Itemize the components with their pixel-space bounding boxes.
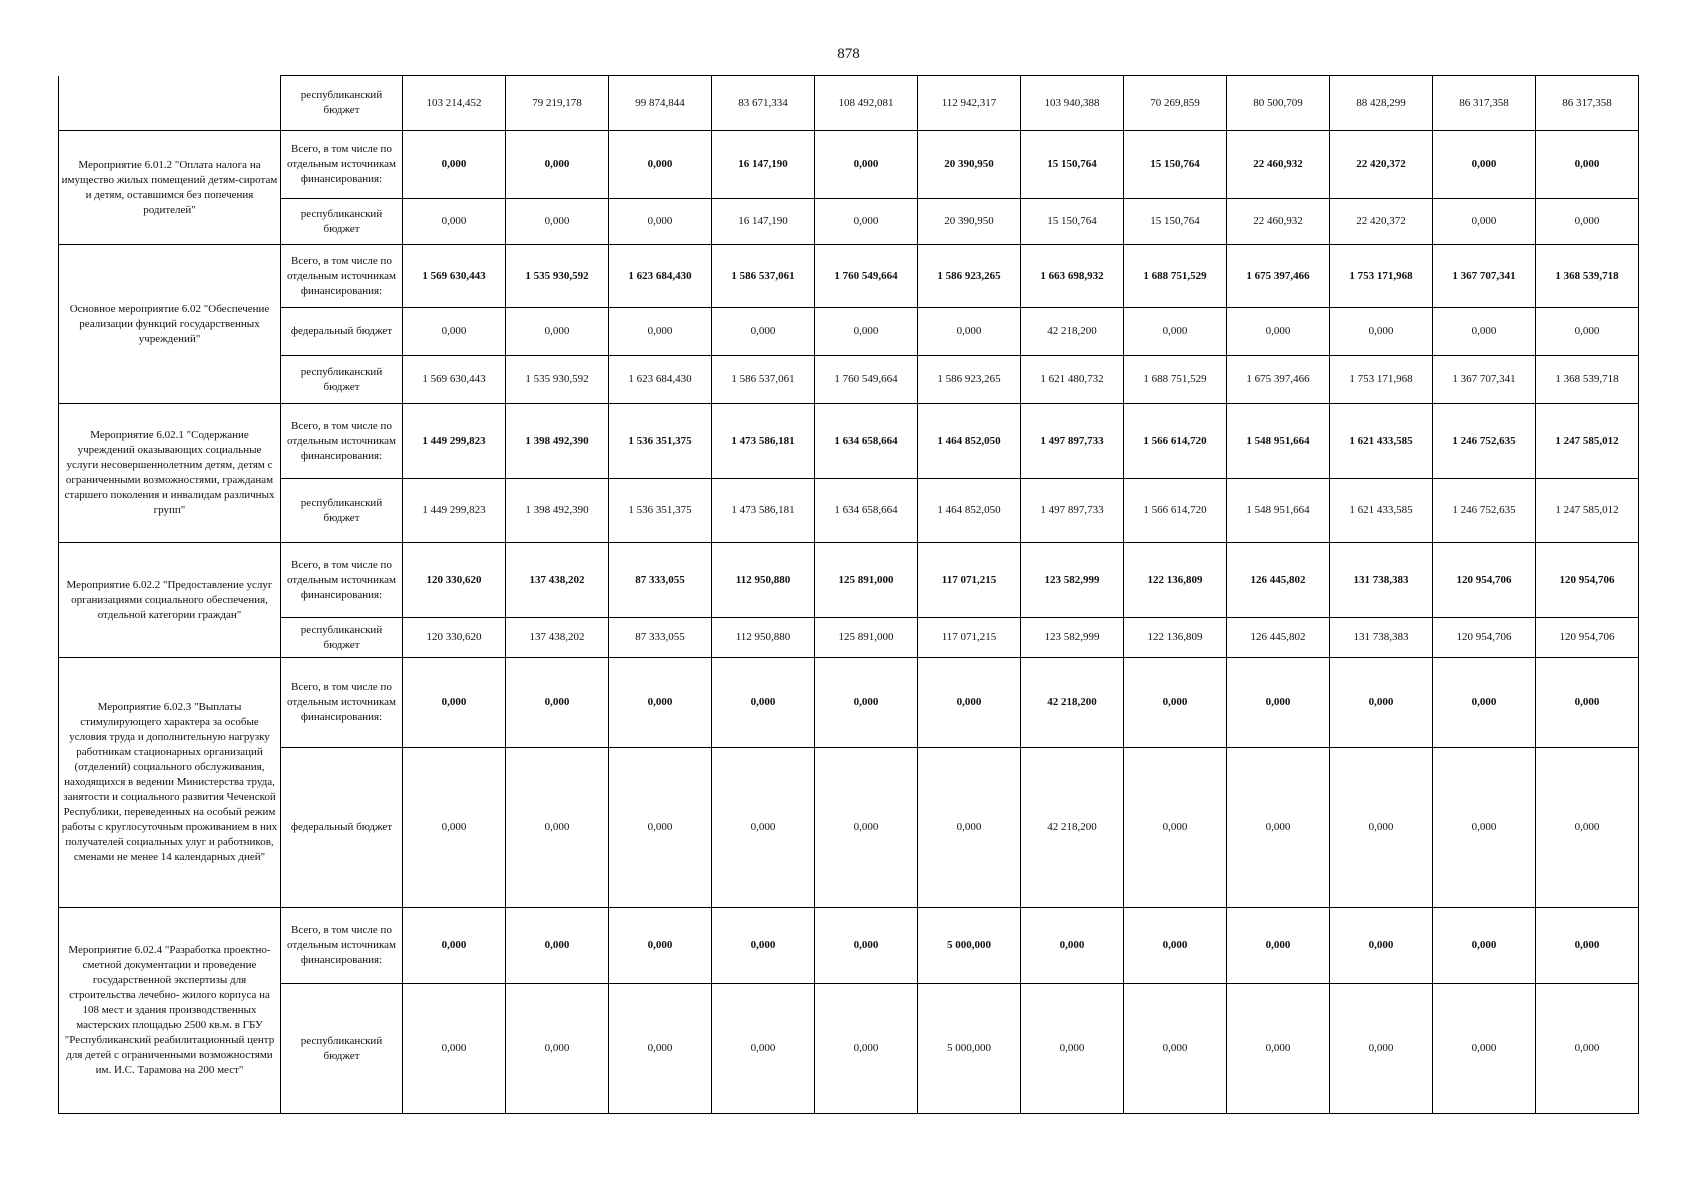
amount-cell: 1 569 630,443 <box>403 356 506 404</box>
funding-source-cell: Всего, в том числе по отдельным источникам финансирования: <box>281 131 403 199</box>
amount-cell: 1 566 614,720 <box>1124 479 1227 543</box>
amount-cell: 1 621 433,585 <box>1330 479 1433 543</box>
funding-source-cell: республиканский бюджет <box>281 199 403 245</box>
amount-cell: 1 663 698,932 <box>1021 245 1124 308</box>
amount-cell: 0,000 <box>712 308 815 356</box>
amount-cell: 1 449 299,823 <box>403 479 506 543</box>
amount-cell: 0,000 <box>609 131 712 199</box>
amount-cell: 0,000 <box>1227 308 1330 356</box>
amount-cell: 1 247 585,012 <box>1536 479 1639 543</box>
amount-cell: 99 874,844 <box>609 76 712 131</box>
amount-cell: 1 548 951,664 <box>1227 479 1330 543</box>
amount-cell: 0,000 <box>1433 308 1536 356</box>
amount-cell: 0,000 <box>609 199 712 245</box>
amount-cell: 15 150,764 <box>1021 131 1124 199</box>
amount-cell: 83 671,334 <box>712 76 815 131</box>
amount-cell: 122 136,809 <box>1124 618 1227 658</box>
amount-cell: 1 688 751,529 <box>1124 245 1227 308</box>
amount-cell: 1 473 586,181 <box>712 404 815 479</box>
amount-cell: 1 536 351,375 <box>609 479 712 543</box>
funding-source-cell: республиканский бюджет <box>281 76 403 131</box>
amount-cell: 112 942,317 <box>918 76 1021 131</box>
table-row <box>59 479 1639 543</box>
amount-cell: 0,000 <box>1433 748 1536 908</box>
amount-cell: 0,000 <box>1124 308 1227 356</box>
amount-cell: 0,000 <box>403 908 506 984</box>
funding-source-cell: федеральный бюджет <box>281 308 403 356</box>
amount-cell: 112 950,880 <box>712 543 815 618</box>
amount-cell: 0,000 <box>1021 984 1124 1114</box>
funding-source-cell: Всего, в том числе по отдельным источникам финансирования: <box>281 245 403 308</box>
activity-name-cell: Основное мероприятие 6.02 "Обеспечение реализации функций государственных учреждений" <box>59 245 281 404</box>
amount-cell: 1 688 751,529 <box>1124 356 1227 404</box>
amount-cell: 79 219,178 <box>506 76 609 131</box>
amount-cell: 0,000 <box>609 308 712 356</box>
amount-cell: 0,000 <box>815 908 918 984</box>
amount-cell: 1 449 299,823 <box>403 404 506 479</box>
amount-cell: 87 333,055 <box>609 618 712 658</box>
amount-cell: 42 218,200 <box>1021 308 1124 356</box>
amount-cell: 0,000 <box>1536 199 1639 245</box>
amount-cell: 0,000 <box>609 658 712 748</box>
amount-cell: 0,000 <box>506 658 609 748</box>
amount-cell: 0,000 <box>609 748 712 908</box>
amount-cell: 1 398 492,390 <box>506 479 609 543</box>
amount-cell: 0,000 <box>1021 908 1124 984</box>
amount-cell: 1 586 537,061 <box>712 356 815 404</box>
amount-cell: 1 246 752,635 <box>1433 479 1536 543</box>
amount-cell: 15 150,764 <box>1124 131 1227 199</box>
table-row <box>59 984 1639 1114</box>
amount-cell: 0,000 <box>815 199 918 245</box>
amount-cell: 1 566 614,720 <box>1124 404 1227 479</box>
amount-cell: 126 445,802 <box>1227 543 1330 618</box>
amount-cell: 0,000 <box>403 748 506 908</box>
amount-cell: 0,000 <box>1124 658 1227 748</box>
amount-cell: 88 428,299 <box>1330 76 1433 131</box>
amount-cell: 0,000 <box>712 658 815 748</box>
amount-cell: 0,000 <box>1433 908 1536 984</box>
amount-cell: 0,000 <box>506 748 609 908</box>
amount-cell: 1 753 171,968 <box>1330 245 1433 308</box>
table-row <box>59 404 1639 479</box>
amount-cell: 0,000 <box>1330 908 1433 984</box>
amount-cell: 0,000 <box>609 908 712 984</box>
amount-cell: 1 464 852,050 <box>918 479 1021 543</box>
amount-cell: 86 317,358 <box>1433 76 1536 131</box>
amount-cell: 120 954,706 <box>1536 618 1639 658</box>
amount-cell: 137 438,202 <box>506 618 609 658</box>
funding-source-cell: Всего, в том числе по отдельным источникам финансирования: <box>281 543 403 618</box>
amount-cell: 20 390,950 <box>918 131 1021 199</box>
amount-cell: 0,000 <box>403 984 506 1114</box>
amount-cell: 1 497 897,733 <box>1021 479 1124 543</box>
amount-cell: 0,000 <box>1330 308 1433 356</box>
table-row <box>59 618 1639 658</box>
amount-cell: 1 675 397,466 <box>1227 356 1330 404</box>
amount-cell: 0,000 <box>1433 984 1536 1114</box>
amount-cell: 0,000 <box>403 131 506 199</box>
amount-cell: 1 753 171,968 <box>1330 356 1433 404</box>
funding-source-cell: Всего, в том числе по отдельным источникам финансирования: <box>281 908 403 984</box>
activity-name-cell <box>59 76 281 131</box>
table-row <box>59 658 1639 748</box>
amount-cell: 87 333,055 <box>609 543 712 618</box>
amount-cell: 16 147,190 <box>712 131 815 199</box>
amount-cell: 1 535 930,592 <box>506 245 609 308</box>
funding-source-cell: республиканский бюджет <box>281 984 403 1114</box>
activity-name-cell: Мероприятие 6.02.1 "Содержание учреждений оказывающих социальные услуги несовершеннолетним детям, детям с ограниченными возможностями, гражданам старшего поколения и инвалидам различных групп" <box>59 404 281 543</box>
amount-cell: 0,000 <box>1124 984 1227 1114</box>
amount-cell: 125 891,000 <box>815 543 918 618</box>
amount-cell: 0,000 <box>1536 131 1639 199</box>
amount-cell: 0,000 <box>1227 984 1330 1114</box>
table-row <box>59 245 1639 308</box>
amount-cell: 16 147,190 <box>712 199 815 245</box>
amount-cell: 0,000 <box>1536 908 1639 984</box>
amount-cell: 0,000 <box>1536 984 1639 1114</box>
funding-source-cell: Всего, в том числе по отдельным источникам финансирования: <box>281 404 403 479</box>
amount-cell: 0,000 <box>403 308 506 356</box>
amount-cell: 0,000 <box>918 748 1021 908</box>
amount-cell: 1 367 707,341 <box>1433 356 1536 404</box>
amount-cell: 1 497 897,733 <box>1021 404 1124 479</box>
amount-cell: 20 390,950 <box>918 199 1021 245</box>
amount-cell: 22 460,932 <box>1227 131 1330 199</box>
amount-cell: 0,000 <box>1536 658 1639 748</box>
amount-cell: 0,000 <box>1124 908 1227 984</box>
amount-cell: 1 760 549,664 <box>815 245 918 308</box>
amount-cell: 0,000 <box>815 658 918 748</box>
table-row <box>59 308 1639 356</box>
amount-cell: 103 214,452 <box>403 76 506 131</box>
funding-source-cell: республиканский бюджет <box>281 618 403 658</box>
amount-cell: 103 940,388 <box>1021 76 1124 131</box>
amount-cell: 117 071,215 <box>918 543 1021 618</box>
amount-cell: 42 218,200 <box>1021 658 1124 748</box>
activity-name-cell: Мероприятие 6.02.3 "Выплаты стимулирующего характера за особые условия труда и дополнительную нагрузку работникам стационарных организаций (отделений) социального обслуживания, находящихся в ведении Министерства труда, занятости и социального развития Чеченской Республики, переведенных на особый режим работы с круглосуточным проживанием в них получателей социальных улуг и работников, сменами не менее 14 календарных дней" <box>59 658 281 908</box>
amount-cell: 1 621 480,732 <box>1021 356 1124 404</box>
amount-cell: 22 460,932 <box>1227 199 1330 245</box>
amount-cell: 0,000 <box>506 199 609 245</box>
amount-cell: 0,000 <box>815 748 918 908</box>
amount-cell: 1 398 492,390 <box>506 404 609 479</box>
amount-cell: 1 569 630,443 <box>403 245 506 308</box>
amount-cell: 0,000 <box>403 199 506 245</box>
amount-cell: 0,000 <box>1227 658 1330 748</box>
amount-cell: 120 954,706 <box>1433 618 1536 658</box>
amount-cell: 5 000,000 <box>918 984 1021 1114</box>
amount-cell: 80 500,709 <box>1227 76 1330 131</box>
amount-cell: 0,000 <box>815 984 918 1114</box>
amount-cell: 120 330,620 <box>403 618 506 658</box>
amount-cell: 120 330,620 <box>403 543 506 618</box>
amount-cell: 0,000 <box>1227 748 1330 908</box>
amount-cell: 1 246 752,635 <box>1433 404 1536 479</box>
amount-cell: 1 586 537,061 <box>712 245 815 308</box>
amount-cell: 86 317,358 <box>1536 76 1639 131</box>
funding-source-cell: республиканский бюджет <box>281 479 403 543</box>
amount-cell: 1 368 539,718 <box>1536 356 1639 404</box>
amount-cell: 1 535 930,592 <box>506 356 609 404</box>
amount-cell: 0,000 <box>1433 199 1536 245</box>
amount-cell: 125 891,000 <box>815 618 918 658</box>
table-row <box>59 76 1639 131</box>
amount-cell: 15 150,764 <box>1124 199 1227 245</box>
amount-cell: 1 473 586,181 <box>712 479 815 543</box>
activity-name-cell: Мероприятие 6.01.2 "Оплата налога на имущество жилых помещений детям-сиротам и детям, оставшимся без попечения родителей" <box>59 131 281 245</box>
amount-cell: 22 420,372 <box>1330 131 1433 199</box>
amount-cell: 1 586 923,265 <box>918 356 1021 404</box>
amount-cell: 120 954,706 <box>1536 543 1639 618</box>
amount-cell: 123 582,999 <box>1021 618 1124 658</box>
amount-cell: 0,000 <box>712 908 815 984</box>
amount-cell: 1 548 951,664 <box>1227 404 1330 479</box>
amount-cell: 1 368 539,718 <box>1536 245 1639 308</box>
amount-cell: 117 071,215 <box>918 618 1021 658</box>
amount-cell: 122 136,809 <box>1124 543 1227 618</box>
amount-cell: 123 582,999 <box>1021 543 1124 618</box>
amount-cell: 0,000 <box>609 984 712 1114</box>
amount-cell: 0,000 <box>506 131 609 199</box>
amount-cell: 0,000 <box>1433 658 1536 748</box>
table-row <box>59 356 1639 404</box>
amount-cell: 0,000 <box>815 308 918 356</box>
budget-table <box>58 75 1639 1114</box>
amount-cell: 112 950,880 <box>712 618 815 658</box>
amount-cell: 1 634 658,664 <box>815 479 918 543</box>
amount-cell: 0,000 <box>506 908 609 984</box>
amount-cell: 1 247 585,012 <box>1536 404 1639 479</box>
table-row <box>59 131 1639 199</box>
amount-cell: 108 492,081 <box>815 76 918 131</box>
amount-cell: 42 218,200 <box>1021 748 1124 908</box>
amount-cell: 0,000 <box>918 308 1021 356</box>
amount-cell: 5 000,000 <box>918 908 1021 984</box>
amount-cell: 0,000 <box>1536 748 1639 908</box>
amount-cell: 126 445,802 <box>1227 618 1330 658</box>
table-row <box>59 199 1639 245</box>
amount-cell: 0,000 <box>815 131 918 199</box>
page-number: 878 <box>837 46 860 62</box>
amount-cell: 1 536 351,375 <box>609 404 712 479</box>
amount-cell: 0,000 <box>712 748 815 908</box>
amount-cell: 1 634 658,664 <box>815 404 918 479</box>
amount-cell: 15 150,764 <box>1021 199 1124 245</box>
amount-cell: 1 586 923,265 <box>918 245 1021 308</box>
amount-cell: 0,000 <box>1227 908 1330 984</box>
amount-cell: 1 623 684,430 <box>609 356 712 404</box>
funding-source-cell: федеральный бюджет <box>281 748 403 908</box>
amount-cell: 137 438,202 <box>506 543 609 618</box>
funding-source-cell: республиканский бюджет <box>281 356 403 404</box>
amount-cell: 1 621 433,585 <box>1330 404 1433 479</box>
amount-cell: 0,000 <box>1330 748 1433 908</box>
table-row <box>59 908 1639 984</box>
amount-cell: 0,000 <box>1433 131 1536 199</box>
funding-source-cell: Всего, в том числе по отдельным источникам финансирования: <box>281 658 403 748</box>
amount-cell: 131 738,383 <box>1330 618 1433 658</box>
amount-cell: 0,000 <box>712 984 815 1114</box>
amount-cell: 0,000 <box>1536 308 1639 356</box>
activity-name-cell: Мероприятие 6.02.2 "Предоставление услуг организациями социального обеспечения, отдельной категории граждан" <box>59 543 281 658</box>
amount-cell: 1 464 852,050 <box>918 404 1021 479</box>
amount-cell: 0,000 <box>506 308 609 356</box>
amount-cell: 0,000 <box>1330 658 1433 748</box>
amount-cell: 1 367 707,341 <box>1433 245 1536 308</box>
amount-cell: 0,000 <box>506 984 609 1114</box>
table-row <box>59 543 1639 618</box>
amount-cell: 1 675 397,466 <box>1227 245 1330 308</box>
activity-name-cell: Мероприятие 6.02.4 "Разработка проектно-сметной документации и проведение государственной экспертизы для строительства лечебно- жилого корпуса на 108 мест и здания производственных мастерских площадью 2500 кв.м. в ГБУ "Республиканский реабилитационный центр для детей с ограниченными возможностями им. И.С. Тарамова на 200 мест" <box>59 908 281 1114</box>
amount-cell: 0,000 <box>1330 984 1433 1114</box>
amount-cell: 0,000 <box>1124 748 1227 908</box>
amount-cell: 120 954,706 <box>1433 543 1536 618</box>
table-row <box>59 748 1639 908</box>
amount-cell: 70 269,859 <box>1124 76 1227 131</box>
amount-cell: 0,000 <box>403 658 506 748</box>
amount-cell: 0,000 <box>918 658 1021 748</box>
amount-cell: 22 420,372 <box>1330 199 1433 245</box>
amount-cell: 1 760 549,664 <box>815 356 918 404</box>
amount-cell: 131 738,383 <box>1330 543 1433 618</box>
amount-cell: 1 623 684,430 <box>609 245 712 308</box>
